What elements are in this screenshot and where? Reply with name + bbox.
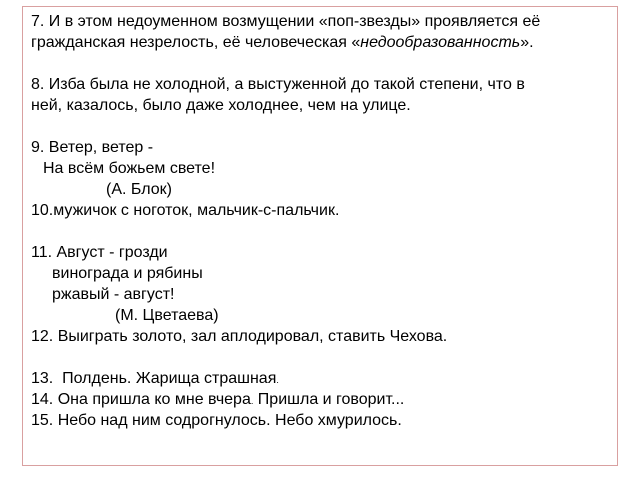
item-7-italic-word: недообразованность — [360, 34, 521, 51]
item-11-line-3: ржавый - август! — [52, 286, 175, 303]
item-14-text-end: Пришла и говорит... — [253, 391, 405, 408]
item-7-line-2 — [31, 32, 611, 53]
item-11-line-1: 11. Август - грозди — [31, 244, 168, 261]
item-14-line-1 — [31, 389, 611, 410]
item-8-line-1: 8. Изба была не холодной, а выстуженной до такой степени, что в — [31, 76, 525, 93]
item-12-line-1: 12. Выиграть золото, зал аплодировал, ставить Чехова. — [31, 328, 448, 345]
text-content — [31, 11, 611, 431]
item-13-text: 13. Полдень. Жарища страшная — [31, 370, 277, 387]
item-13-line-1 — [31, 368, 611, 389]
item-7-line-2-start: гражданская незрелость, её человеческая « — [31, 34, 361, 51]
item-9-line-1: 9. Ветер, ветер - — [31, 139, 154, 156]
item-9-author: (А. Блок) — [106, 181, 172, 198]
item-9-line-2: На всём божьем свете! — [43, 160, 216, 177]
item-8-line-2: ней, казалось, было даже холоднее, чем на улице. — [31, 97, 411, 114]
item-7-line-2-end: ». — [520, 34, 534, 51]
item-15-line-1: 15. Небо над ним содрогнулось. Небо хмурилось. — [31, 412, 402, 429]
item-10-line-1: 10.мужичок с ноготок, мальчик-с-пальчик. — [31, 202, 340, 219]
item-13-dot: . — [276, 375, 279, 385]
item-14-dot: . — [250, 396, 254, 406]
item-7-line-1: 7. И в этом недоуменном возмущении «поп-звезды» проявляется её — [31, 13, 541, 30]
item-11-line-2: винограда и рябины — [52, 265, 203, 282]
item-11-author: (М. Цветаева) — [115, 307, 219, 324]
item-14-text: 14. Она пришла ко мне вчера — [31, 391, 251, 408]
